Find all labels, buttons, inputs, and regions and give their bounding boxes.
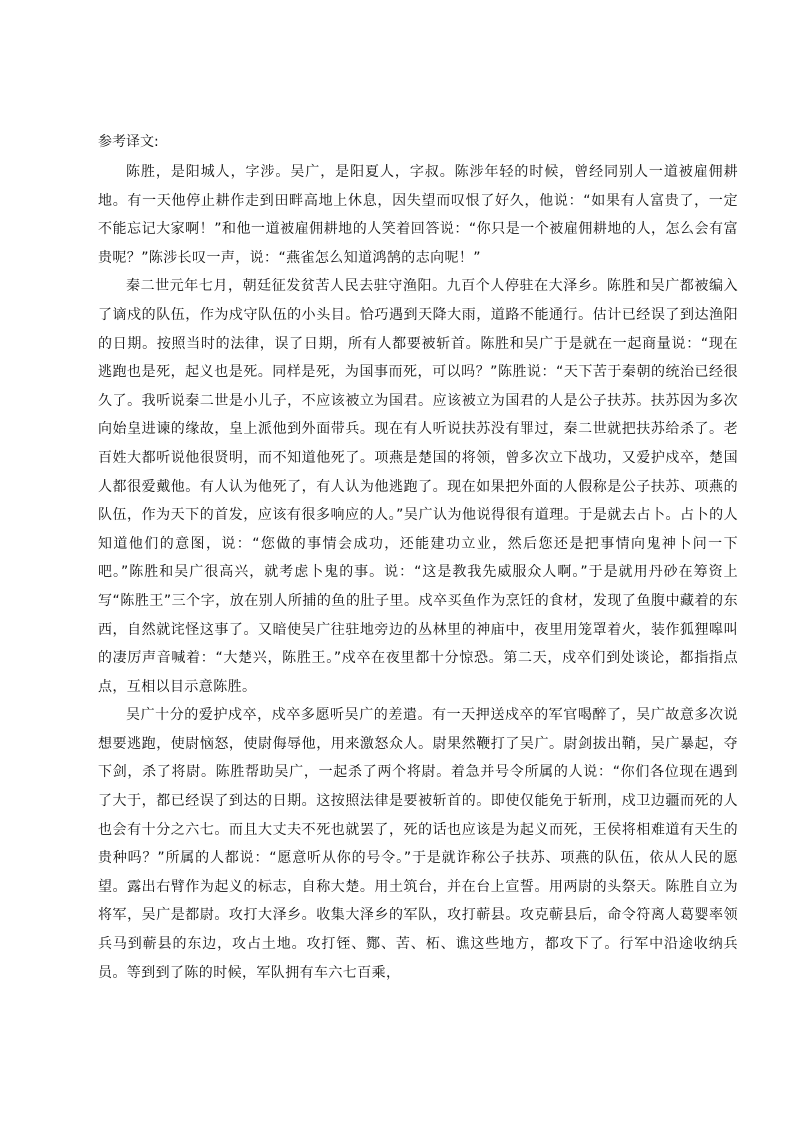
- paragraph-2: 秦二世元年七月，朝廷征发贫苦人民去驻守渔阳。九百个人停驻在大泽乡。陈胜和吴广都被编入了谪戍的队伍，作为戍守队伍的小头目。恰巧遇到天降大雨，道路不能通行。估计已经误了到达渔阳的日期。按照当时的法律，误了日期，所有人都要被斩首。陈胜和吴广于是就在一起商量说：“现在逃跑也是死，起义也是死。同样是死，为国事而死，可以吗？”陈胜说：“天下苦于秦朝的统治已经很久了。我听说秦二世是小儿子，不应该被立为国君。应该被立为国君的人是公子扶苏。扶苏因为多次向始皇进谏的缘故，皇上派他到外面带兵。现在有人听说扶苏没有罪过，秦二世就把扶苏给杀了。老百姓大都听说他很贤明，而不知道他死了。项燕是楚国的将领，曾多次立下战功，又爱护戍卒，楚国人都很爱戴他。有人认为他死了，有人认为他逃跑了。现在如果把外面的人假称是公子扶苏、项燕的队伍，作为天下的首发，应该有很多响应的人。”吴广认为他说得很有道理。于是就去占卜。占卜的人知道他们的意图，说：“您做的事情会成功，还能建功立业，然后您还是把事情向鬼神卜问一下吧。”陈胜和吴广很高兴，就考虑卜鬼的事。说：“这是教我先威服众人啊。”于是就用丹砂在筹资上写“陈胜王”三个字，放在别人所捕的鱼的肚子里。戍卒买鱼作为烹饪的食材，发现了鱼腹中藏着的东西，自然就诧怪这事了。又暗使吴广往驻地旁边的丛林里的神庙中，夜里用笼罩着火，装作狐狸嗥叫的凄厉声音喊着：“大楚兴，陈胜王。”戍卒在夜里都十分惊恐。第二天，戍卒们到处谈论，都指指点点，互相以目示意陈胜。: [98, 278, 738, 695]
- document-page: [98, 128, 738, 987]
- paragraph-3: 吴广十分的爱护戍卒，戍卒多愿听吴广的差遣。有一天押送戍卒的军官喝醉了，吴广故意多次说想要逃跑，使尉恼怒，使尉侮辱他，用来激怒众人。尉果然鞭打了吴广。尉剑拔出鞘，吴广暴起，夺下剑，杀了将尉。陈胜帮助吴广，一起杀了两个将尉。着急并号令所属的人说：“你们各位现在遇到了大于，都已经误了到达的日期。这按照法律是要被斩首的。即使仅能免于斩刑，戍卫边疆而死的人也会有十分之六七。而且大丈夫不死也就罢了，死的话也应该是为起义而死，王侯将相难道有天生的贵种吗？”所属的人都说：“愿意听从你的号令。”于是就诈称公子扶苏、项燕的队伍，依从人民的愿望。露出右臂作为起义的标志，自称大楚。用土筑台，并在台上宣誓。用两尉的头祭天。陈胜自立为将军，吴广是都尉。攻打大泽乡。收集大泽乡的军队，攻打蕲县。攻克蕲县后，命令符离人葛婴率领兵马到蕲县的东边，攻占土地。攻打铚、酂、苦、柘、谯这些地方，都攻下了。行军中沿途收纳兵员。等到到了陈的时候，军队拥有车六七百乘，: [98, 707, 738, 981]
- document-heading: 参考译文:: [98, 134, 159, 150]
- paragraph-1: 陈胜，是阳城人，字涉。吴广，是阳夏人，字叔。陈涉年轻的时候，曾经同别人一道被雇佣耕地。有一天他停止耕作走到田畔高地上休息，因失望而叹恨了好久，他说：“如果有人富贵了，一定不能忘记大家啊！”和他一道被雇佣耕地的人笑着回答说：“你只是一个被雇佣耕地的人，怎么会有富贵呢？”陈涉长叹一声，说：“燕雀怎么知道鸿鹄的志向呢！”: [98, 164, 738, 266]
